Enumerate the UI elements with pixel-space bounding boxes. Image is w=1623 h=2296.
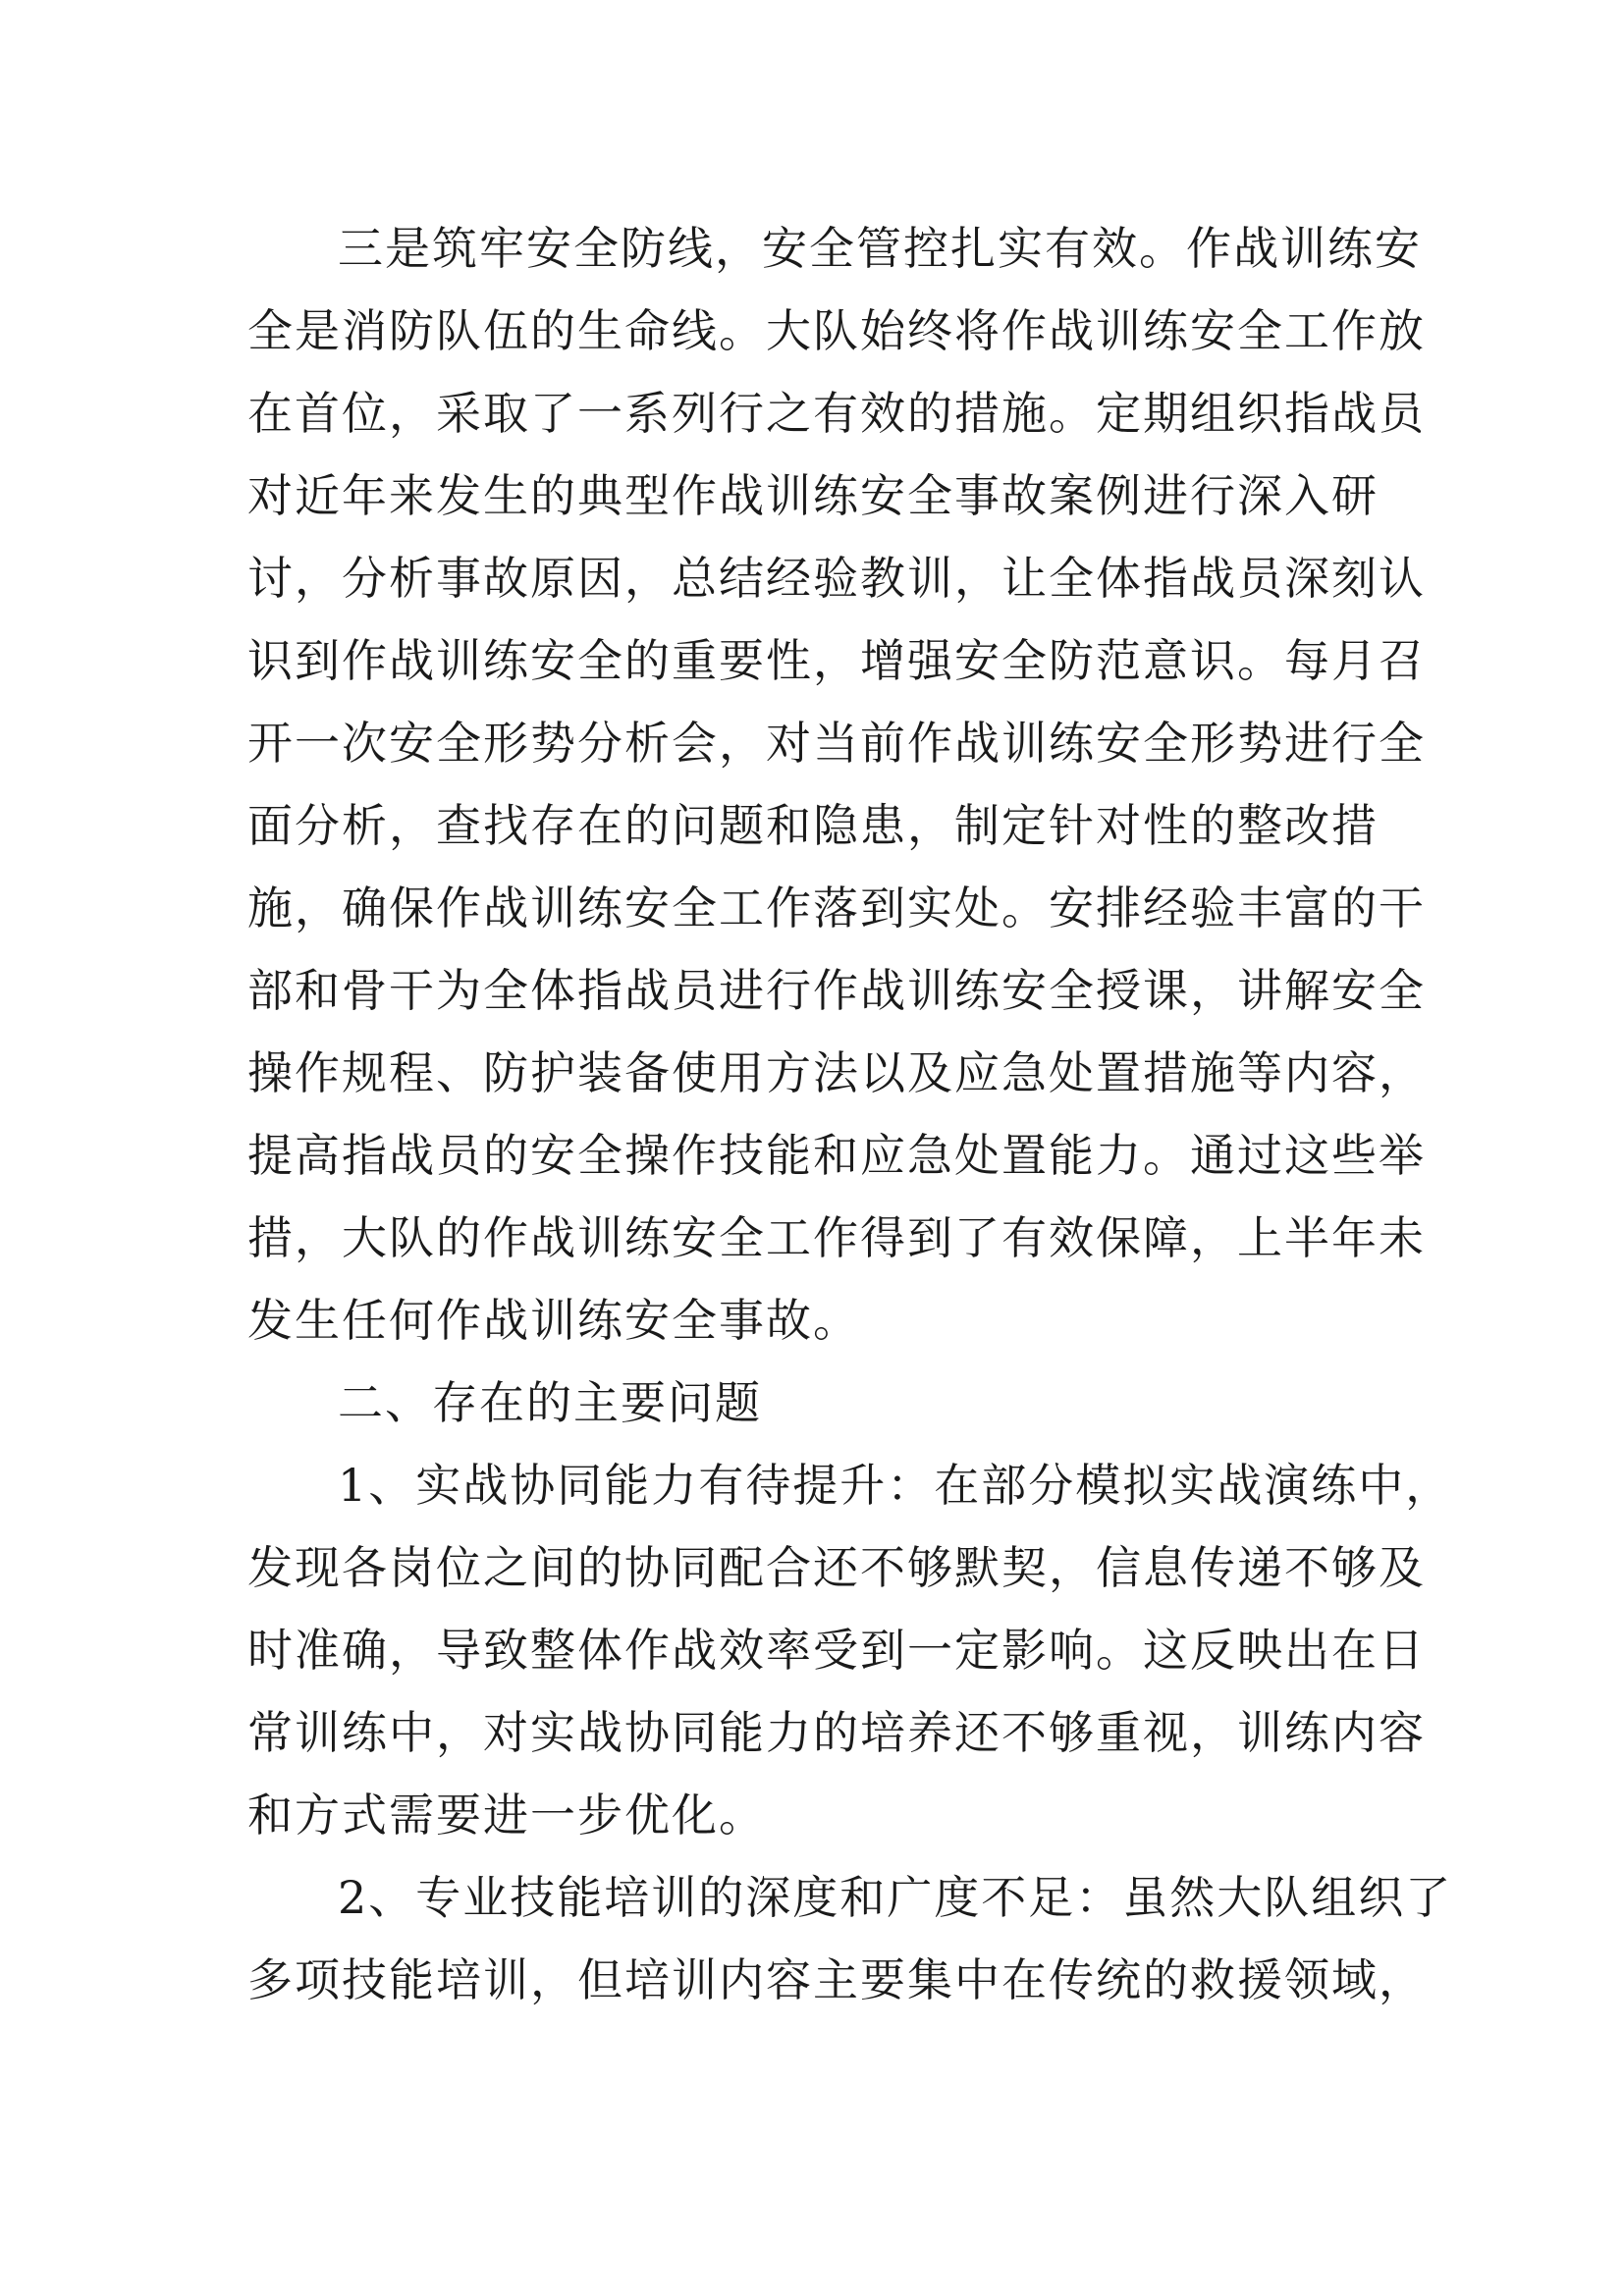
paragraph-line: 常训练中，对实战协同能力的培养还不够重视，训练内容 (247, 1706, 1426, 1759)
paragraph-line: 操作规程、防护装备使用方法以及应急处置措施等内容， (247, 1046, 1426, 1099)
paragraph-line: 识到作战训练安全的重要性，增强安全防范意识。每月召 (247, 634, 1426, 687)
paragraph-line: 发现各岗位之间的协同配合还不够默契，信息传递不够及 (247, 1541, 1426, 1594)
section-heading: 二、存在的主要问题 (338, 1376, 762, 1429)
paragraph-line: 三是筑牢安全防线，安全管控扎实有效。作战训练安 (338, 222, 1422, 275)
paragraph-line: 施，确保作战训练安全工作落到实处。安排经验丰富的干 (247, 881, 1426, 934)
paragraph-line: 和方式需要进一步优化。 (247, 1789, 766, 1842)
paragraph-line: 措，大队的作战训练安全工作得到了有效保障，上半年未 (247, 1211, 1426, 1264)
paragraph-line: 讨，分析事故原因，总结经验教训，让全体指战员深刻认 (247, 552, 1426, 605)
paragraph-line: 全是消防队伍的生命线。大队始终将作战训练安全工作放 (247, 304, 1426, 357)
paragraph-line: 发生任何作战训练安全事故。 (247, 1294, 860, 1347)
paragraph-line: 1、实战协同能力有待提升：在部分模拟实战演练中， (338, 1459, 1453, 1512)
paragraph-line: 开一次安全形势分析会，对当前作战训练安全形势进行全 (247, 717, 1426, 770)
paragraph-line: 部和骨干为全体指战员进行作战训练安全授课，讲解安全 (247, 964, 1426, 1017)
paragraph-line: 2、专业技能培训的深度和广度不足：虽然大队组织了 (338, 1871, 1453, 1924)
paragraph-line: 面分析，查找存在的问题和隐患，制定针对性的整改措 (247, 799, 1379, 852)
paragraph-line: 在首位，采取了一系列行之有效的措施。定期组织指战员 (247, 387, 1426, 440)
paragraph-line: 提高指战员的安全操作技能和应急处置能力。通过这些举 (247, 1129, 1426, 1182)
paragraph-line: 对近年来发生的典型作战训练安全事故案例进行深入研 (247, 469, 1379, 522)
paragraph-line: 多项技能培训，但培训内容主要集中在传统的救援领域， (247, 1953, 1426, 2006)
paragraph-line: 时准确，导致整体作战效率受到一定影响。这反映出在日 (247, 1624, 1426, 1677)
